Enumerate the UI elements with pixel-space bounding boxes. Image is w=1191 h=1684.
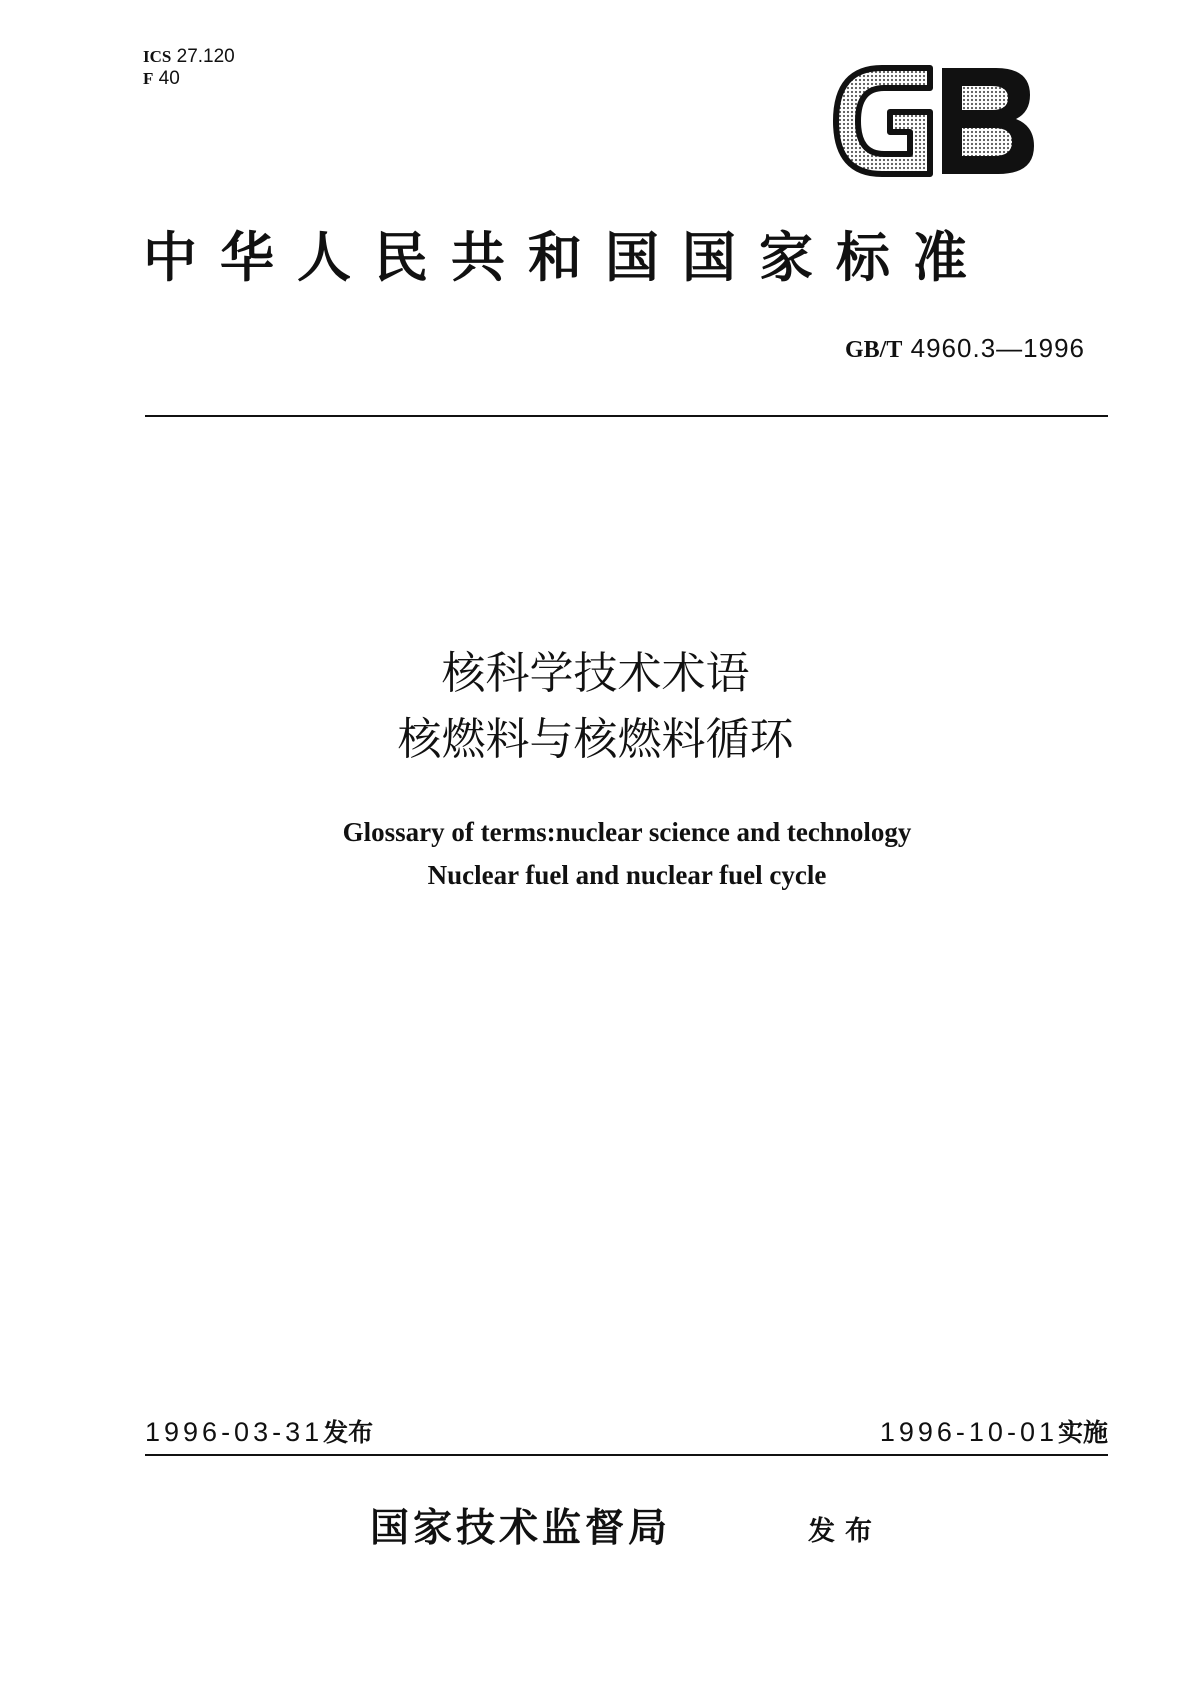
standard-code: 4960.3—1996 bbox=[910, 333, 1085, 363]
english-title-line-1: Glossary of terms:nuclear science and technology bbox=[342, 817, 912, 847]
ccs-code: 40 bbox=[158, 68, 180, 89]
top-divider bbox=[145, 415, 1108, 417]
issue-date-suffix: 发布 bbox=[323, 1418, 374, 1447]
chinese-title-line-2: 核燃料与核燃料循环 bbox=[397, 714, 794, 765]
issue-date-value: 1996-03-31 bbox=[145, 1417, 324, 1447]
ics-code-line bbox=[143, 46, 235, 68]
issue-date bbox=[145, 1415, 373, 1450]
effective-date-suffix: 实施 bbox=[1057, 1418, 1108, 1447]
effective-date-value: 1996-10-01 bbox=[879, 1417, 1058, 1447]
ics-code: 27.120 bbox=[176, 46, 235, 67]
ccs-label: F bbox=[143, 69, 154, 88]
classification-codes bbox=[143, 46, 235, 90]
bottom-divider bbox=[145, 1454, 1108, 1456]
ccs-code-line bbox=[143, 68, 235, 90]
chinese-title-line-1: 核科学技术术语 bbox=[441, 648, 750, 699]
standard-number bbox=[845, 332, 1085, 366]
english-title-line-2: Nuclear fuel and nuclear fuel cycle bbox=[427, 860, 827, 890]
gb-logo bbox=[830, 62, 1038, 180]
publish-label: 发布 bbox=[808, 1516, 882, 1547]
effective-date bbox=[880, 1415, 1108, 1450]
ics-label: ICS bbox=[143, 47, 172, 66]
national-standard-heading: 中华人民共和国国家标准 bbox=[143, 225, 990, 289]
issuing-authority: 国家技术监督局 bbox=[370, 1505, 672, 1551]
standard-prefix: GB/T bbox=[845, 337, 903, 363]
